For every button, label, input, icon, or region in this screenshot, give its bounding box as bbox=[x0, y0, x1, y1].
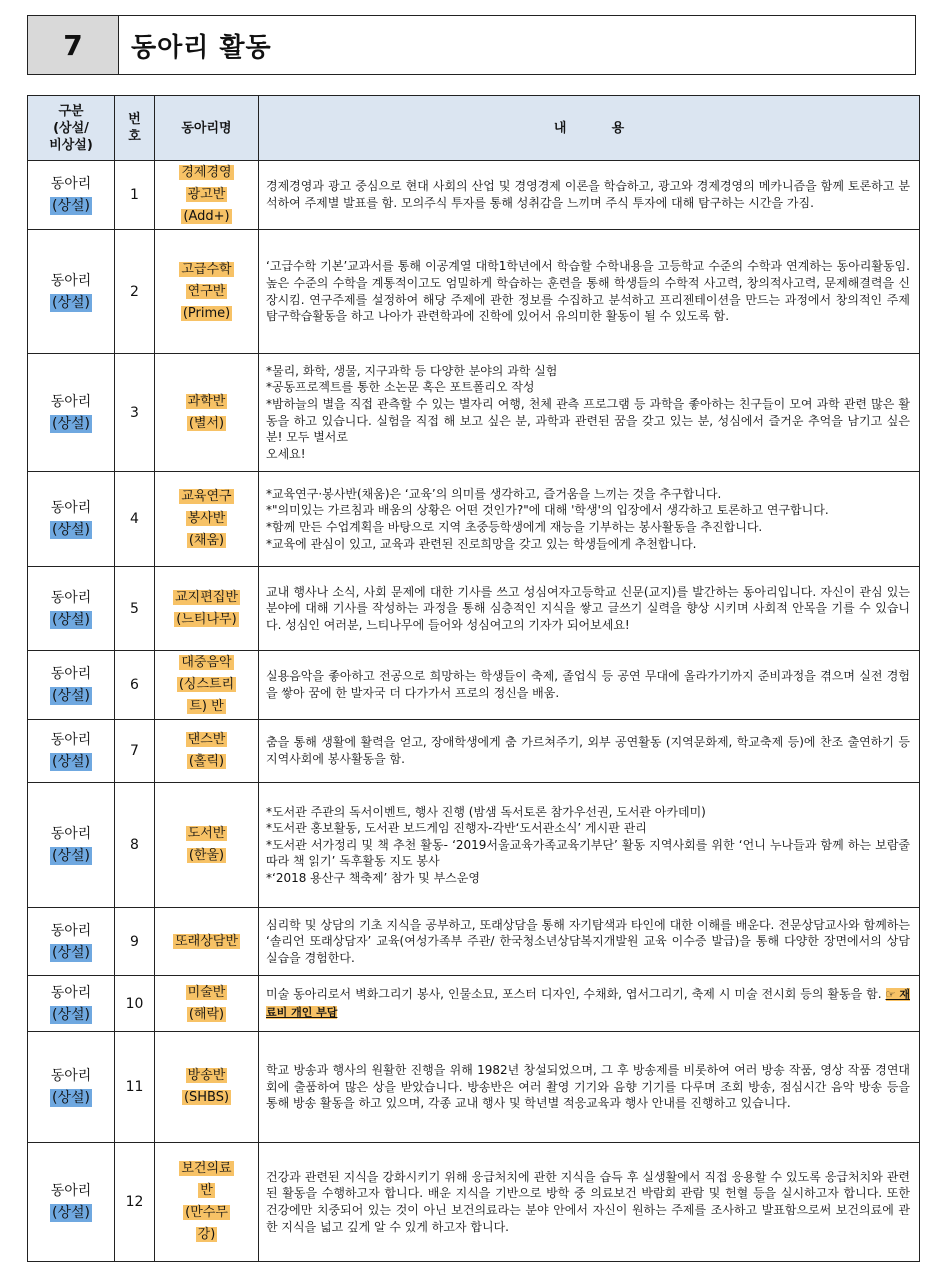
category-cell bbox=[28, 1143, 115, 1262]
club-name-line: 교육연구 bbox=[181, 489, 232, 504]
club-type-badge: (상설) bbox=[52, 1205, 90, 1221]
club-type-badge: (상설) bbox=[52, 522, 90, 538]
description-text: ‘고급수학 기본’교과서를 통해 이공계열 대학1학년에서 학습할 수학내용을 고등학교 수준의 수학과 연계하는 동아리활동임. 높은 수준의 수학을 계통적이고도 엄밀하게 학습하는 훈련을 통해 학생들의 수학적 사고력, 창의적사고력, 문제해결력을 신장시킴. 연구주제를 설정하여 해당 주제에 관한 정보를 수집하고 분석하고 프리젠테이션을 만드는 과정에서 창의적인 주제탐구학습활동을 하고 나아가 관련학과에 진학에 있어서 유의미한 활동이 될 수 있도록 함. bbox=[266, 259, 910, 324]
description-text: 춤을 통해 생활에 활력을 얻고, 장애학생에게 춤 가르쳐주기, 외부 공연활동 (지역문화제, 학교축제 등)에 찬조 출연하기 등 지역사회에 봉사활동을 함. bbox=[266, 735, 910, 766]
description-text: *물리, 화학, 생물, 지구과학 등 다양한 분야의 과학 실험 bbox=[266, 363, 558, 378]
category-cell bbox=[28, 783, 115, 908]
club-name-cell bbox=[155, 472, 259, 567]
category-cell bbox=[28, 1032, 115, 1143]
description-text: 교내 행사나 소식, 사회 문제에 대한 기사를 쓰고 성심여자고등학교 신문(교지)를 발간하는 동아리입니다. 자신이 관심 있는 분야에 대해 기사를 작성하는 과정을 통해 심층적인 지식을 쌓고 글쓰기 실력을 향상 시키며 사회적 안목을 기를 수 있습니다. 성심인 여러분, 느티나무에 들어와 성심여고의 기자가 되어보세요! bbox=[266, 584, 910, 632]
row-number: 3 bbox=[115, 354, 155, 472]
description-text: *교육에 관심이 있고, 교육과 관련된 진로희망을 갖고 있는 학생들에게 추천합니다. bbox=[266, 536, 697, 551]
club-name-line: (만수무 bbox=[185, 1205, 228, 1220]
club-type-badge: (상설) bbox=[52, 611, 90, 628]
description-text: *도서관 주관의 독서이벤트, 행사 진행 (밤샘 독서토론 참가우선권, 도서관 아카데미) bbox=[266, 804, 706, 819]
description-text: 학교 방송과 행사의 원활한 진행을 위해 1982년 창설되었으며, 그 후 방송제를 비롯하여 여러 방송 작품, 영상 작품 경연대회에 출품하여 많은 상을 받았습니다. 방송반은 여러 촬영 기기와 음향 기기를 다루며 조회 방송, 점심시간 음악 방송 등을 통해 방송 활동을 하고 있으며, 각종 교내 행사 및 학년별 적응교육과 행사 안내를 진행하고 있습니다. bbox=[266, 1063, 910, 1111]
description-cell bbox=[259, 161, 920, 230]
category-cell bbox=[28, 720, 115, 783]
description-cell bbox=[259, 783, 920, 908]
row-number: 12 bbox=[115, 1143, 155, 1262]
section-title: 동아리 활동 bbox=[131, 32, 272, 63]
description-cell bbox=[259, 230, 920, 354]
club-name-line: 대중음악 bbox=[181, 655, 232, 670]
row-number: 7 bbox=[115, 720, 155, 783]
club-name-line: (Prime) bbox=[182, 305, 231, 321]
club-table-body bbox=[28, 161, 920, 1262]
category-cell bbox=[28, 976, 115, 1032]
club-type-badge: (상설) bbox=[52, 944, 90, 961]
table-row bbox=[28, 908, 920, 976]
row-number: 2 bbox=[115, 230, 155, 354]
club-type-badge: (상설) bbox=[52, 848, 90, 864]
description-text: 심리학 및 상담의 기초 지식을 공부하고, 또래상담을 통해 자기탐색과 타인에 대한 이해를 배운다. 전문상담교사와 함께하는 ‘솔리언 또래상담자’ 교육(여성가족부 주관/ 한국청소년상담복지개발원 교육 이수증 발급)을 통해 다양한 장면에서의 상담 실습을 경험한다. bbox=[266, 917, 910, 965]
header-category: 구분 (상설/ 비상설) bbox=[28, 96, 115, 161]
club-name-line: (한울) bbox=[188, 848, 225, 863]
category-label: 동아리 bbox=[50, 984, 92, 1001]
club-name-line: 과학반 bbox=[187, 393, 226, 409]
club-name-line: (채움) bbox=[188, 533, 225, 548]
club-name-line: (별서) bbox=[188, 415, 225, 431]
club-name-line: 방송반 bbox=[187, 1068, 226, 1083]
club-name-line: 반 bbox=[200, 1183, 213, 1198]
description-text: 실용음악을 좋아하고 전공으로 희망하는 학생들이 축제, 졸업식 등 공연 무대에 올라가기까지 준비과정을 겪으며 실전 경험을 쌓아 꿈에 한 발자국 더 다가가서 프로의 정신을 배움. bbox=[266, 669, 910, 700]
description-cell bbox=[259, 720, 920, 783]
table-row bbox=[28, 1032, 920, 1143]
club-name-cell bbox=[155, 720, 259, 783]
club-name-line: 봉사반 bbox=[187, 511, 226, 526]
category-label: 동아리 bbox=[50, 500, 92, 516]
category-cell bbox=[28, 567, 115, 651]
club-name-cell bbox=[155, 567, 259, 651]
description-cell bbox=[259, 1143, 920, 1262]
table-row bbox=[28, 1143, 920, 1262]
club-name-cell bbox=[155, 230, 259, 354]
club-name-cell bbox=[155, 354, 259, 472]
description-text: *"의미있는 가르침과 배움의 상황은 어떤 것인가?"에 대해 '학생'의 입장에서 생각하고 토론하고 연구합니다. bbox=[266, 503, 829, 518]
section-number: 7 bbox=[28, 16, 119, 74]
club-type-badge: (상설) bbox=[52, 1006, 90, 1023]
club-name-line: 또래상담반 bbox=[175, 933, 238, 949]
table-row bbox=[28, 354, 920, 472]
category-cell bbox=[28, 472, 115, 567]
club-name-cell bbox=[155, 783, 259, 908]
description-text: 경제경영과 광고 중심으로 현대 사회의 산업 및 경영경제 이론을 학습하고, 광고와 경제경영의 메카니즘을 함께 토론하고 분석하여 주제별 발표를 함. 모의주식 투자를 통해 성취감을 느끼며 주식 투자에 대해 탐구하는 시간을 가짐. bbox=[266, 179, 910, 210]
club-type-badge: (상설) bbox=[52, 688, 90, 704]
category-label: 동아리 bbox=[50, 826, 92, 842]
club-name-line: (Add+) bbox=[183, 209, 230, 224]
club-name-cell bbox=[155, 161, 259, 230]
category-label: 동아리 bbox=[50, 922, 92, 939]
club-name-cell bbox=[155, 1143, 259, 1262]
category-cell bbox=[28, 651, 115, 720]
club-name-cell bbox=[155, 976, 259, 1032]
club-table bbox=[27, 95, 920, 1262]
table-header-row bbox=[28, 96, 920, 161]
description-text: *‘2018 용산구 책축제’ 참가 및 부스운영 bbox=[266, 870, 480, 885]
table-row bbox=[28, 976, 920, 1032]
table-row bbox=[28, 161, 920, 230]
table-row bbox=[28, 230, 920, 354]
category-label: 동아리 bbox=[50, 1068, 92, 1084]
club-name-line: (홀릭) bbox=[188, 754, 225, 769]
header-content: 내 용 bbox=[259, 96, 920, 161]
description-text: *함께 만든 수업계획을 바탕으로 지역 초중등학생에게 재능을 기부하는 봉사활동을 추진합니다. bbox=[266, 520, 763, 534]
club-name-cell bbox=[155, 651, 259, 720]
club-name-cell bbox=[155, 1032, 259, 1143]
club-name-line: (해락) bbox=[188, 1006, 225, 1022]
club-name-line: 연구반 bbox=[187, 283, 226, 299]
description-text: *공동프로젝트를 통한 소논문 혹은 포트폴리오 작성 bbox=[266, 380, 535, 395]
row-number: 6 bbox=[115, 651, 155, 720]
category-cell bbox=[28, 161, 115, 230]
club-name-line: 교지편집반 bbox=[175, 589, 238, 605]
category-cell bbox=[28, 230, 115, 354]
club-name-line: 광고반 bbox=[187, 187, 226, 202]
description-cell bbox=[259, 567, 920, 651]
description-cell bbox=[259, 354, 920, 472]
description-text: *도서관 서가정리 및 책 추천 활동- ‘2019서울교육가족교육기부단’ 활동 지역사회를 위한 ‘언니 누나들과 함께 하는 보람줄 따라 책 읽기’ 독후활동 지도 봉사 bbox=[266, 837, 910, 869]
category-cell bbox=[28, 354, 115, 472]
category-label: 동아리 bbox=[50, 176, 92, 192]
description-text: 미술 동아리로서 벽화그리기 봉사, 인물소묘, 포스터 디자인, 수채화, 엽서그리기, 축제 시 미술 전시회 등의 활동을 함. bbox=[266, 986, 882, 1001]
club-type-badge: (상설) bbox=[52, 1090, 90, 1106]
category-label: 동아리 bbox=[50, 393, 92, 410]
table-row bbox=[28, 720, 920, 783]
description-cell bbox=[259, 651, 920, 720]
category-label: 동아리 bbox=[50, 666, 92, 682]
material-cost-note: ☞ 재료비 개인 부담 bbox=[266, 987, 910, 1019]
table-row bbox=[28, 783, 920, 908]
category-label: 동아리 bbox=[50, 272, 92, 289]
club-name-line: 도서반 bbox=[187, 826, 226, 841]
club-name-line: 트) 반 bbox=[189, 699, 224, 714]
club-name-line: 고급수학 bbox=[181, 261, 232, 277]
header-number: 번 호 bbox=[115, 96, 155, 161]
section-title-box bbox=[27, 15, 916, 75]
header-name: 동아리명 bbox=[155, 96, 259, 161]
description-text: *밤하늘의 별을 직접 관측할 수 있는 별자리 여행, 천체 관측 프로그램 등 과학을 좋아하는 친구들이 모여 과학 관련 많은 활동을 하고 있습니다. 실험을 직접 해 보고 싶은 분, 과학과 관련된 꿈을 갖고 있는 분, 성심에서 즐거운 추억을 남기고 싶은 분! 모두 별서로 bbox=[266, 396, 910, 445]
club-type-badge: (상설) bbox=[52, 198, 90, 214]
club-type-badge: (상설) bbox=[52, 294, 90, 311]
row-number: 1 bbox=[115, 161, 155, 230]
club-name-line: 경제경영 bbox=[181, 165, 232, 180]
row-number: 10 bbox=[115, 976, 155, 1032]
description-cell bbox=[259, 908, 920, 976]
description-text: 오세요! bbox=[266, 446, 306, 461]
row-number: 4 bbox=[115, 472, 155, 567]
club-name-line: (느티나무) bbox=[176, 611, 237, 627]
club-type-badge: (상설) bbox=[52, 754, 90, 770]
category-cell bbox=[28, 908, 115, 976]
description-cell bbox=[259, 472, 920, 567]
club-name-line: (싱스트리 bbox=[178, 677, 235, 692]
club-name-line: 보건의료 bbox=[181, 1161, 232, 1176]
table-row bbox=[28, 651, 920, 720]
description-text: *도서관 홍보활동, 도서관 보드게임 진행자-각반‘도서관소식’ 게시판 관리 bbox=[266, 821, 647, 836]
description-text: *교육연구·봉사반(채움)은 ‘교육’의 의미를 생각하고, 즐거움을 느끼는 것을 추구합니다. bbox=[266, 486, 722, 501]
row-number: 5 bbox=[115, 567, 155, 651]
category-label: 동아리 bbox=[50, 1183, 92, 1199]
club-name-line: 강) bbox=[197, 1227, 216, 1242]
club-name-line: 미술반 bbox=[187, 984, 226, 1000]
row-number: 8 bbox=[115, 783, 155, 908]
club-name-line: (SHBS) bbox=[183, 1090, 230, 1105]
table-row bbox=[28, 472, 920, 567]
club-name-cell bbox=[155, 908, 259, 976]
club-name-line: 댄스반 bbox=[187, 732, 226, 747]
table-row bbox=[28, 567, 920, 651]
description-cell bbox=[259, 976, 920, 1032]
description-cell bbox=[259, 1032, 920, 1143]
category-label: 동아리 bbox=[50, 732, 92, 748]
club-type-badge: (상설) bbox=[52, 415, 90, 432]
category-label: 동아리 bbox=[50, 589, 92, 606]
description-text: 건강과 관련된 지식을 강화시키기 위해 응급처치에 관한 지식을 습득 후 실생활에서 직접 응용할 수 있도록 응급처치와 관련된 활동을 수행하고자 합니다. 배운 지식을 기반으로 방학 중 의료보건 박람회 관람 및 헌혈 등을 실시하고자 합니다. 또한 건강에만 치중되어 있는 것이 아닌 보건의료라는 분야 안에서 자신이 원하는 주제를 조사하고 발표함으로써 보건의료에 관한 지식을 넓고 깊게 알 수 있게 하고자 합니다. bbox=[266, 1169, 910, 1234]
row-number: 11 bbox=[115, 1032, 155, 1143]
row-number: 9 bbox=[115, 908, 155, 976]
